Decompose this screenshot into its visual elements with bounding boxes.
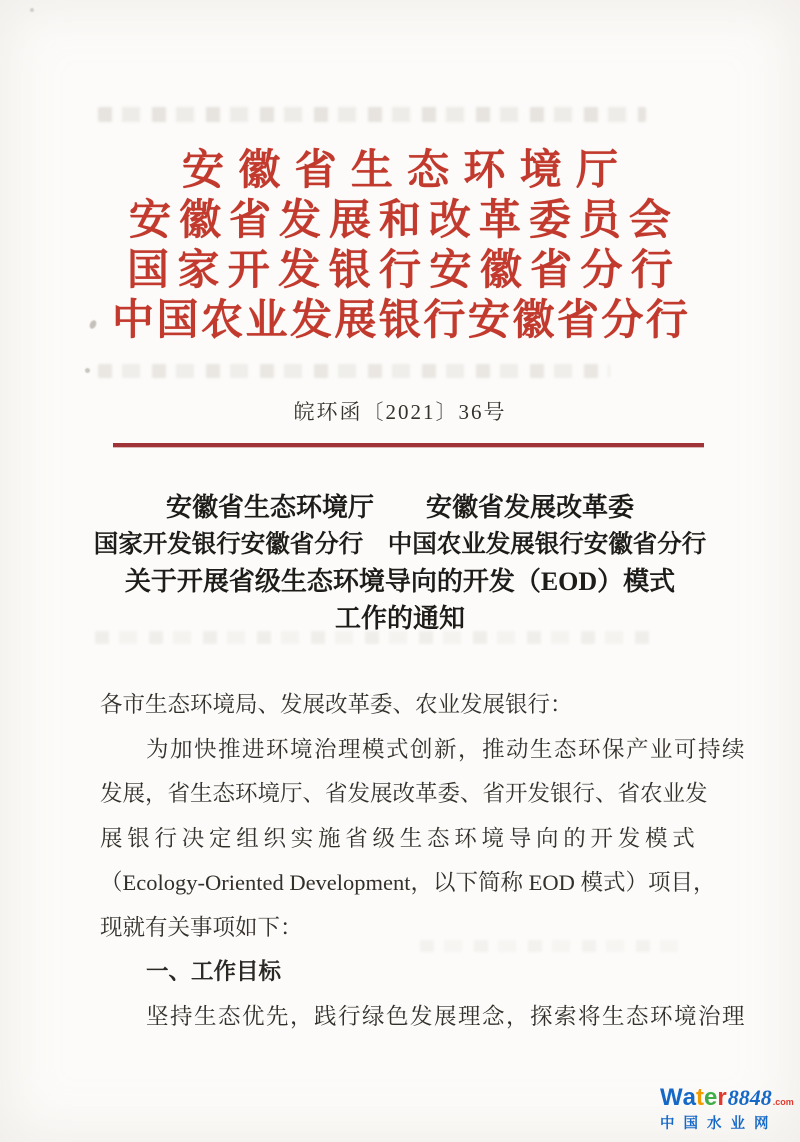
body-line: 为加快推进环境治理模式创新，推动生态环保产业可持续 bbox=[146, 736, 747, 762]
body-line: （Ecology-Oriented Development，以下简称 EOD 模式）项目， bbox=[100, 870, 716, 896]
water8848-watermark bbox=[660, 1086, 796, 1133]
logo-letter: r bbox=[717, 1084, 727, 1111]
scan-speck bbox=[30, 8, 34, 12]
logo-number: 8848 bbox=[727, 1085, 772, 1110]
water8848-word bbox=[660, 1086, 727, 1110]
title-line-4: 工作的通知 bbox=[334, 604, 465, 633]
title-line-1: 安徽省生态环境厅 安徽省发展改革委 bbox=[165, 493, 634, 522]
section-heading: 一、工作目标 bbox=[146, 959, 282, 985]
logo-subtitle: 中国水业网 bbox=[660, 1116, 778, 1132]
red-rule bbox=[113, 443, 704, 447]
letterhead-line-3: 国 家 开 发 银 行 安 徽 省 分 行 bbox=[127, 248, 673, 294]
logo-letter: W bbox=[660, 1084, 683, 1111]
body-line: 展 银 行 决 定 组 织 实 施 省 级 生 态 环 境 导 向 的 开 发 模 式 bbox=[100, 825, 695, 851]
scan-speck bbox=[85, 368, 90, 373]
logo-letter: t bbox=[696, 1084, 705, 1111]
logo-letter: e bbox=[704, 1084, 718, 1111]
body-line: 现就有关事项如下： bbox=[100, 914, 303, 940]
title-line-2: 国家开发银行安徽省分行 中国农业发展银行安徽省分行 bbox=[93, 531, 707, 558]
letterhead-line-4: 中 国 农 业 发 展 银 行 安 徽 省 分 行 bbox=[112, 298, 688, 344]
logo-letter: a bbox=[682, 1084, 697, 1111]
title-line-3: 关于开展省级生态环境导向的开发（EOD）模式 bbox=[124, 567, 676, 596]
document-title bbox=[0, 489, 800, 637]
letterhead bbox=[0, 146, 800, 346]
letterhead-line-1: 安 徽 省 生 态 环 境 厅 bbox=[182, 148, 618, 194]
body-line: 发展，省生态环境厅、省发展改革委、省开发银行、省农业发 bbox=[100, 781, 708, 807]
water8848-logo bbox=[660, 1086, 796, 1110]
document-number: 皖环函〔2021〕36号 bbox=[293, 400, 507, 424]
scan-bleedthrough-artifact bbox=[98, 107, 646, 122]
letterhead-line-2: 安 徽 省 发 展 和 改 革 委 员 会 bbox=[129, 198, 671, 244]
salutation: 各市生态环境局、发展改革委、农业发展银行： bbox=[100, 692, 573, 718]
body-line: 坚持生态优先，践行绿色发展理念，探索将生态环境治理 bbox=[146, 1003, 747, 1029]
body-text bbox=[100, 681, 747, 1037]
logo-tld: .com bbox=[772, 1097, 794, 1107]
scan-bleedthrough-artifact bbox=[98, 364, 610, 378]
